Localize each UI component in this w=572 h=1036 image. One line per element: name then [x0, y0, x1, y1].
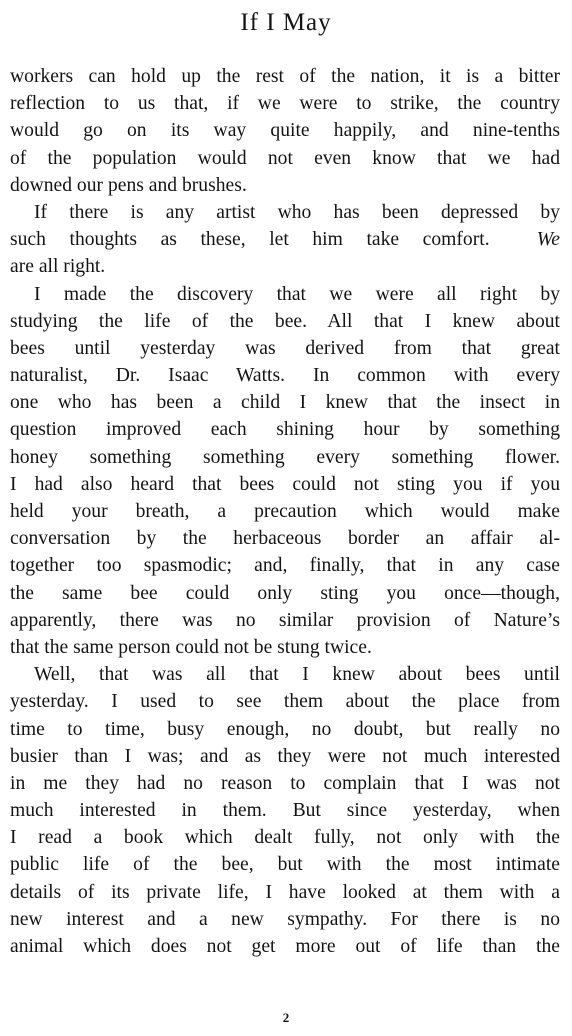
text-line: one who has been a child I knew that the insect in	[10, 392, 560, 414]
text-line: much interested in them. But since yesterday, when	[10, 800, 560, 822]
text-line-with-italic	[10, 226, 560, 253]
body-text	[10, 63, 560, 960]
italic-line: are all right.	[10, 256, 106, 278]
text-line: downed our pens and brushes.	[10, 174, 247, 196]
text-line: new interest and a new sympathy. For there is no	[10, 908, 560, 930]
text-line: I had also heard that bees could not sting you if you	[10, 473, 560, 495]
text-line: apparently, there was no similar provision of Nature’s	[10, 609, 560, 631]
text-line: of the population would not even know that we had	[10, 147, 560, 169]
text-line: animal which does not get more out of life than the	[10, 936, 560, 957]
text-line: I read a book which dealt fully, not only with the	[10, 827, 560, 849]
text-line: honey something something every something flower.	[10, 446, 560, 468]
text-line: together too spasmodic; and, finally, that in any case	[10, 555, 560, 577]
running-head: If I May	[240, 9, 332, 36]
text-line: public life of the bee, but with the most intimate	[10, 854, 560, 876]
text-line: conversation by the herbaceous border an affair al-	[10, 528, 560, 550]
text-line: workers can hold up the rest of the nation, it is a bitter	[10, 66, 560, 87]
text-line: studying the life of the bee. All that I knew about	[10, 310, 560, 332]
text-line: details of its private life, I have looked at them with a	[10, 881, 560, 903]
text-line: Well, that was all that I knew about bees until	[34, 664, 560, 686]
text-line: busier than I was; and as they were not much interested	[10, 745, 560, 767]
page-number: 2	[282, 1010, 290, 1025]
text-line: held your breath, a precaution which would make	[10, 501, 560, 522]
text-segment: such thoughts as these, let him take comfort.	[10, 229, 490, 251]
text-line: in me they had no reason to complain that I was not	[10, 772, 560, 794]
italic-word: We	[536, 229, 560, 251]
text-line: time to time, busy enough, no doubt, but really no	[10, 718, 560, 740]
text-line: would go on its way quite happily, and nine-tenths	[10, 120, 560, 142]
text-line: that the same person could not be stung twice.	[10, 636, 372, 658]
text-line: question improved each shining hour by something	[10, 419, 560, 441]
text-line: If there is any artist who has been depressed by	[34, 201, 560, 223]
text-line: I made the discovery that we were all right by	[34, 283, 560, 305]
text-line: the same bee could only sting you once—though,	[10, 582, 560, 604]
text-line: yesterday. I used to see them about the place from	[10, 691, 560, 713]
text-line: reflection to us that, if we were to strike, the country	[10, 93, 560, 115]
text-line: naturalist, Dr. Isaac Watts. In common with every	[10, 365, 560, 387]
text-line: bees until yesterday was derived from that great	[10, 337, 560, 359]
